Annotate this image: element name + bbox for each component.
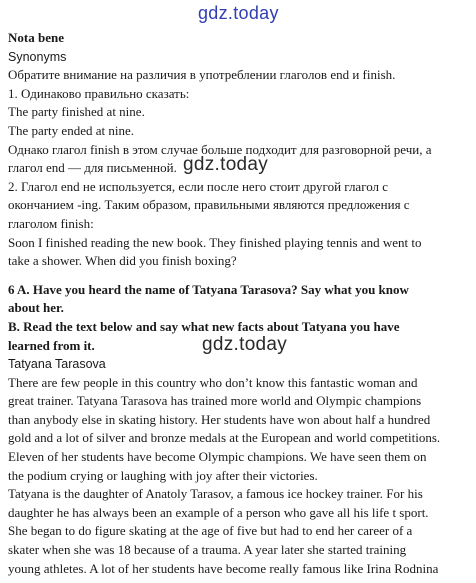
nota-line: 2. Глагол end не используется, если после него стоит другой глагол с <box>8 178 389 194</box>
page-content <box>8 29 470 578</box>
synonyms-subheading: Synonyms <box>8 49 67 64</box>
task-a-line-1: 6 A. Have you heard the name of Tatyana Tarasova? Say what you know <box>8 281 409 297</box>
text-line: than anybody else in skating history. Her students have won about half a hundred <box>8 411 431 427</box>
text-line: She began to do figure skating at the age of five but had to end her career of a <box>8 523 413 539</box>
text-title: Tatyana Tarasova <box>8 357 106 372</box>
text-line: the podium crying or laughing with joy after their victories. <box>8 467 318 483</box>
nota-line: Однако глагол finish в этом случае больше подходит для разговорной речи, а <box>8 141 432 157</box>
nota-line: 1. Одинаково правильно сказать: <box>8 85 190 101</box>
text-line: There are few people in this country who don’t know this fantastic woman and <box>8 374 418 390</box>
nota-line: take a shower. When did you finish boxing? <box>8 253 237 269</box>
task-b-line-1: B. Read the text below and say what new facts about Tatyana you have <box>8 318 400 334</box>
task-b-line-2: learned from it. <box>8 337 95 353</box>
text-line: Eleven of her students have become Olympic champions. We have seen them on <box>8 449 427 465</box>
nota-line: окончанием -ing. Таким образом, правильными являются предложения с <box>8 197 410 213</box>
text-line: young athletes. A lot of her students have become really famous like Irina Rodnina <box>8 560 439 576</box>
text-line: gold and a lot of silver and bronze medals at the European and world competitions. <box>8 430 441 446</box>
nota-line: глаголом finish: <box>8 215 94 231</box>
task-a-line-2: about her. <box>8 300 64 316</box>
nota-line: The party ended at nine. <box>8 122 134 138</box>
nota-bene-heading: Nota bene <box>8 30 64 45</box>
section-gap <box>8 271 470 281</box>
text-line: skater when she was 18 because of a trauma. A year later she started training <box>8 542 407 558</box>
watermark-top: gdz.today <box>198 3 279 23</box>
watermark-middle-2: gdz.today <box>202 334 288 355</box>
nota-line: The party finished at nine. <box>8 104 145 120</box>
text-line: daughter he has always been an example of a person who gave all his life t sport. <box>8 504 429 520</box>
watermark-middle-1: gdz.today <box>183 154 269 175</box>
nota-line: глагол end — для письменной. <box>8 160 177 176</box>
nota-line: Soon I finished reading the new book. They finished playing tennis and went to <box>8 234 422 250</box>
text-line: Tatyana is the daughter of Anatoly Tarasov, a famous ice hockey trainer. For his <box>8 486 423 502</box>
nota-line: Обратите внимание на различия в употреблении глаголов end и finish. <box>8 67 396 83</box>
text-line: great trainer. Tatyana Tarasova has trained more world and Olympic champions <box>8 393 422 409</box>
